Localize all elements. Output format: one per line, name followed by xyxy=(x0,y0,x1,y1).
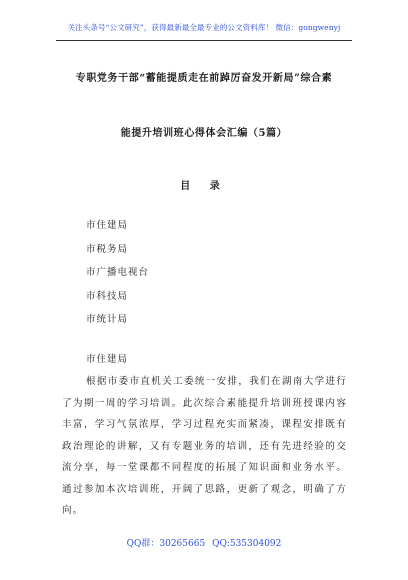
header-notice: 关注头条号“公文研究”，获得最新最全最专业的公文资料库！ 微信：gongwenyj xyxy=(67,23,341,32)
document-title-line-1: 专职党务干部“蓄能提质走在前踔厉奋发开新局”综合素 xyxy=(75,73,333,84)
footer-qq-group: QQ群：30265665 xyxy=(126,539,206,549)
body-paragraph: 根据市委市直机关工委统一安排，我们在湖南大学进行了为期一周的学习培训。此次综合素能提升培训班授课内容丰富，学习气氛浓厚，学习过程充实而紧凑，课程安排既有政治理论的讲解，又有专题业务的培训，还有先进经验的交流分享，每一堂课都不同程度的拓展了知识面和业务水平。通过参加本次培训班，开阔了思路，更新了观念，明确了方向。 xyxy=(62,376,347,516)
toc-heading: 目 录 xyxy=(180,181,228,192)
toc-item: 市税务局 xyxy=(86,243,129,255)
toc-item: 市统计局 xyxy=(86,314,129,325)
toc-item: 市科技局 xyxy=(86,290,129,302)
footer-qq: QQ:535304092 xyxy=(212,539,282,549)
header-divider xyxy=(56,40,352,41)
table-of-contents xyxy=(86,214,149,332)
toc-item: 市广播电视台 xyxy=(86,267,150,278)
section-heading: 市住建局 xyxy=(86,354,129,365)
toc-item: 市住建局 xyxy=(86,220,129,231)
footer-contact xyxy=(0,536,408,549)
document-title-line-2: 能提升培训班心得体会汇编（5篇） xyxy=(120,128,288,139)
